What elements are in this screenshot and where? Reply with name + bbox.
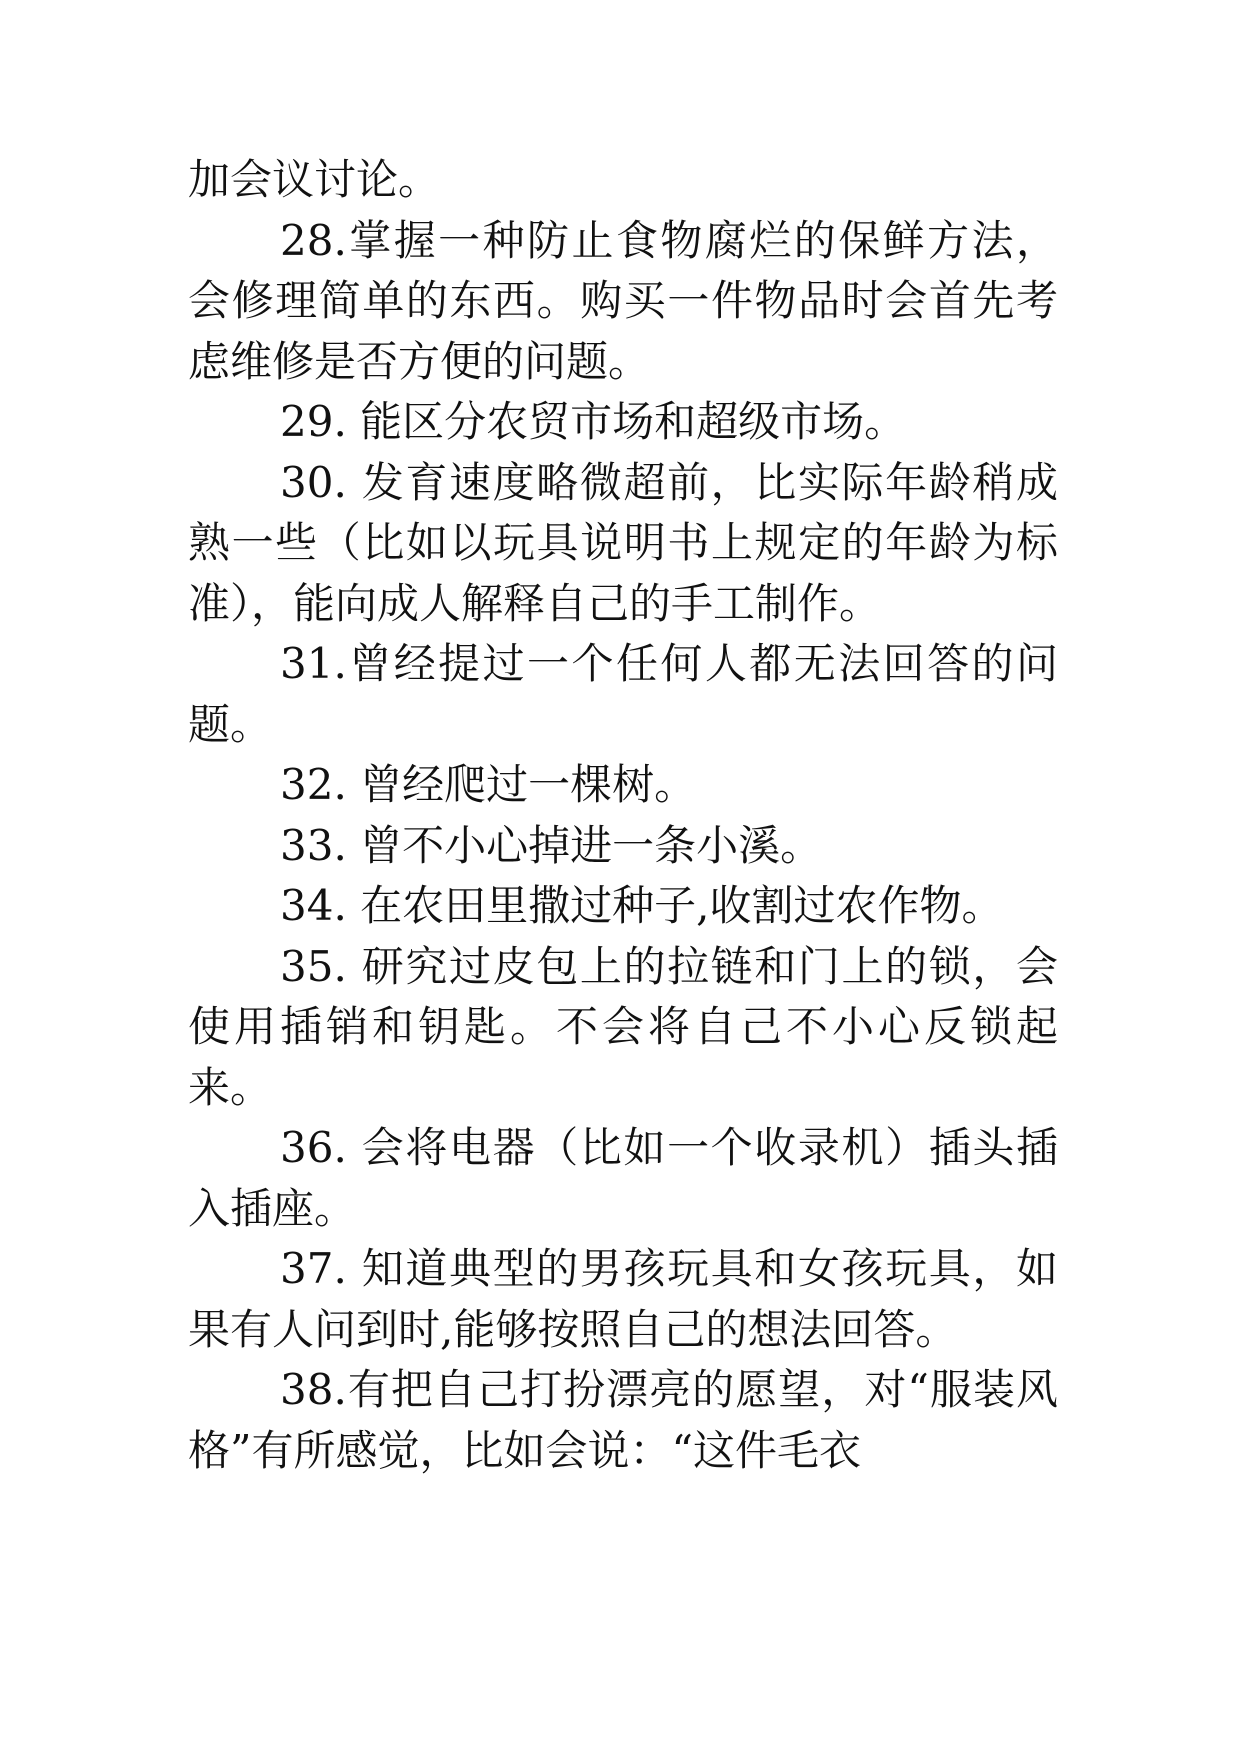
paragraph-continuation: 加会议讨论。	[188, 155, 441, 204]
list-item-33: 33. 曾不小心掉进一条小溪。	[280, 820, 823, 870]
list-item-31: 31.曾经提过一个任何人都无法回答的问题。	[188, 639, 1058, 749]
list-item-38: 38.有把自己打扮漂亮的愿望，对“服装风格”有所感觉，比如会说：“这件毛衣	[188, 1365, 1058, 1475]
list-item-36: 36. 会将电器（比如一个收录机）插头插入插座。	[188, 1123, 1058, 1233]
document-page	[188, 150, 1058, 1481]
list-item-34: 34. 在农田里撒过种子,收割过农作物。	[280, 881, 1004, 930]
list-item-29: 29. 能区分农贸市场和超级市场。	[280, 397, 907, 446]
list-item-32: 32. 曾经爬过一棵树。	[280, 760, 697, 809]
list-item-30: 30. 发育速度略微超前，比实际年龄稍成熟一些（比如以玩具说明书上规定的年龄为标准），能向成人解释自己的手工制作。	[188, 457, 1058, 628]
list-item-37: 37. 知道典型的男孩玩具和女孩玩具，如果有人问到时,能够按照自己的想法回答。	[188, 1244, 1058, 1354]
list-item-28: 28.掌握一种防止食物腐烂的保鲜方法，会修理简单的东西。购买一件物品时会首先考虑维修是否方便的问题。	[188, 215, 1058, 386]
list-item-35: 35. 研究过皮包上的拉链和门上的锁，会使用插销和钥匙。不会将自己不小心反锁起来。	[188, 941, 1058, 1112]
